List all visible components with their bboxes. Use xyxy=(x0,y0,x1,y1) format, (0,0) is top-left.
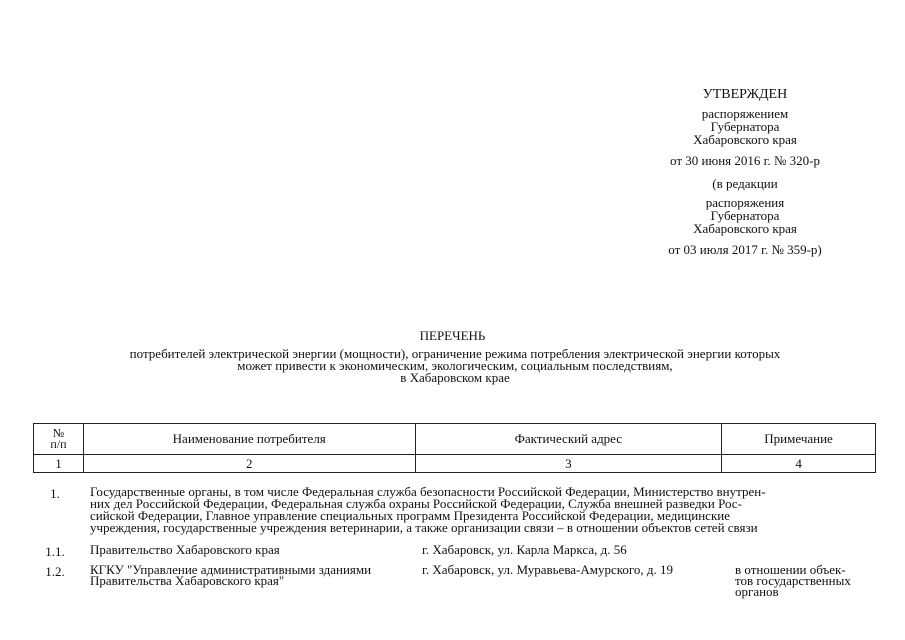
revision-line: Хабаровского края xyxy=(693,221,797,236)
subtitle-line: в Хабаровском крае xyxy=(400,370,510,385)
row-name-line: Правительство Хабаровского края xyxy=(90,542,280,557)
section-line: Государственные органы, в том числе Федеральная служба безопасности Российской Федерации, Министерство внутрен- xyxy=(90,484,766,499)
row-note-line: в отношении объек- xyxy=(735,562,846,577)
header-address: Фактический адрес xyxy=(415,424,722,455)
row-name-line: КГКУ "Управление административными зданиями xyxy=(90,562,372,577)
approval-block xyxy=(640,88,850,266)
approval-line: Хабаровского края xyxy=(693,132,797,147)
col-number: 3 xyxy=(415,455,722,473)
revision-open: (в редакции xyxy=(712,176,778,191)
approval-date: от 30 июня 2016 г. № 320-р xyxy=(670,153,820,168)
col-number: 1 xyxy=(34,455,84,473)
row-name-line: Правительства Хабаровского края" xyxy=(90,573,285,588)
row-note-line: тов государственных xyxy=(735,573,851,588)
row-name xyxy=(90,564,420,586)
table-header xyxy=(33,423,876,473)
list-subtitle xyxy=(60,348,850,384)
approval-line: распоряжением xyxy=(701,106,789,121)
revision-line: распоряжения xyxy=(705,195,785,210)
revision-line: Губернатора xyxy=(710,208,780,223)
row-name xyxy=(90,544,420,555)
header-note: Примечание xyxy=(722,424,876,455)
header-num-bottom: п/п xyxy=(50,437,67,451)
col-number: 4 xyxy=(722,455,876,473)
row-note-line: органов xyxy=(735,584,779,599)
row-number: 1.2. xyxy=(45,564,65,579)
row-address: г. Хабаровск, ул. Муравьева-Амурского, д. 19 xyxy=(422,562,674,577)
row-number: 1.1. xyxy=(45,544,65,559)
header-num xyxy=(34,424,84,455)
section-line: учреждения, государственные учреждения ветеринарии, а также организации связи – в отношении объектов сетей связи xyxy=(90,520,758,535)
subtitle-line: может привести к экономическим, экологическим, социальным последствиям, xyxy=(237,358,673,373)
section-line: них дел Российской Федерации, Федеральная служба охраны Российской Федерации, Служба внешней разведки Рос- xyxy=(90,496,742,511)
subtitle-line: потребителей электрической энергии (мощности), ограничение режима потребления электрической энергии которых xyxy=(129,346,781,361)
row-address: г. Хабаровск, ул. Карла Маркса, д. 56 xyxy=(422,542,627,557)
header-num-top: № xyxy=(52,426,65,440)
approval-line: Губернатора xyxy=(710,119,780,134)
revision-date: от 03 июля 2017 г. № 359-р) xyxy=(668,242,822,257)
section-line: сийской Федерации, Главное управление специальных программ Президента Российской Федерации, медицинские xyxy=(90,508,730,523)
col-number: 2 xyxy=(83,455,415,473)
approval-title: УТВЕРЖДЕН xyxy=(702,87,788,102)
list-title: ПЕРЕЧЕНЬ xyxy=(419,328,486,343)
section-number: 1. xyxy=(50,486,60,501)
row-note xyxy=(735,564,875,597)
section-text xyxy=(90,486,872,534)
header-name: Наименование потребителя xyxy=(83,424,415,455)
